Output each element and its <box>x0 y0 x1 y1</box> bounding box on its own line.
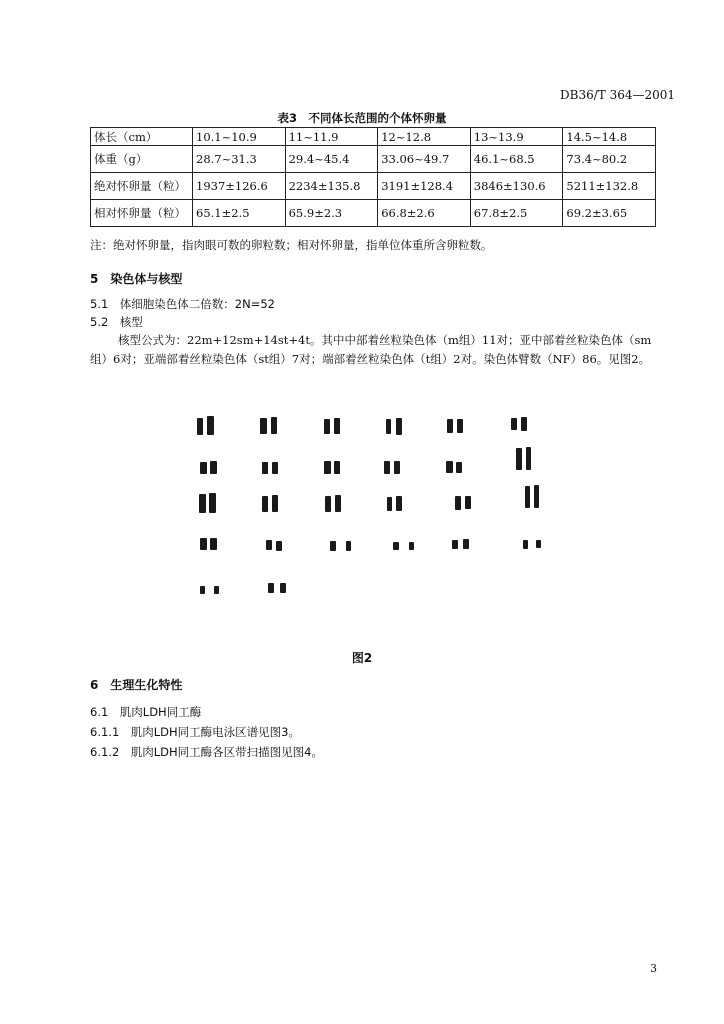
table-row <box>91 146 656 173</box>
table-cell: 46.1~68.5 <box>470 146 563 173</box>
chromosome-pair <box>393 542 414 550</box>
table-cell: 3846±130.6 <box>470 173 563 200</box>
table-caption: 表3 不同体长范围的个体怀卵量 <box>277 111 447 125</box>
table-cell: 65.9±2.3 <box>285 200 378 227</box>
table-cell: 69.2±3.65 <box>563 200 656 227</box>
table-cell: 5211±132.8 <box>563 173 656 200</box>
table-cell: 1937±126.6 <box>193 173 286 200</box>
chromosome-pair <box>262 462 278 474</box>
karyotype-figure <box>180 400 570 620</box>
table-cell: 73.4~80.2 <box>563 146 656 173</box>
chromosome-pair <box>200 586 219 594</box>
table-cell: 13~13.9 <box>470 128 563 146</box>
chromosome-pair <box>200 461 217 474</box>
table-cell: 33.06~49.7 <box>378 146 471 173</box>
document-id: DB36/T 364—2001 <box>560 88 676 102</box>
table-cell: 10.1~10.9 <box>193 128 286 146</box>
table-row-label: 体长（cm） <box>91 128 193 146</box>
table-cell: 11~11.9 <box>285 128 378 146</box>
table-cell: 14.5~14.8 <box>563 128 656 146</box>
table-cell: 3191±128.4 <box>378 173 471 200</box>
chromosome-pair <box>330 541 351 551</box>
chromosome-pair <box>268 583 286 593</box>
section-5-heading: 5 染色体与核型 <box>90 272 183 286</box>
chromosome-pair <box>325 495 341 512</box>
table-cell: 12~12.8 <box>378 128 471 146</box>
figure-caption: 图2 <box>351 651 373 665</box>
chromosome-pair <box>260 417 277 434</box>
chromosome-pair <box>452 539 469 549</box>
chromosome-pair <box>511 417 527 431</box>
chromosome-pair <box>387 496 402 511</box>
table-cell: 28.7~31.3 <box>193 146 286 173</box>
chromosome-pair <box>447 419 463 433</box>
table-cell: 29.4~45.4 <box>285 146 378 173</box>
table-cell: 67.8±2.5 <box>470 200 563 227</box>
table-row-label: 绝对怀卵量（粒） <box>91 173 193 200</box>
table-row <box>91 173 656 200</box>
chromosome-pair <box>455 496 471 510</box>
chromosome-pair <box>525 485 539 508</box>
chromosome-pair <box>324 461 340 474</box>
table-cell: 2234±135.8 <box>285 173 378 200</box>
chromosome-pair <box>384 461 400 474</box>
karyotype-paragraph: 核型公式为：22m+12sm+14st+4t。其中中部着丝粒染色体（m组）11对；亚中部着丝粒染色体（sm组）6对；亚端部着丝粒染色体（st组）7对；端部着丝粒染色体（t组）2对。染色体臂数（NF）86。见图2。 <box>90 333 652 366</box>
fecundity-table <box>90 127 656 227</box>
chromosome-pair <box>197 416 214 435</box>
chromosome-pair <box>386 418 402 435</box>
chromosome-pair <box>200 538 217 550</box>
section-6-1-2-text: 6.1.2 肌肉LDH同工酶各区带扫描图见图4。 <box>90 745 323 759</box>
table-note: 注：绝对怀卵量，指肉眼可数的卵粒数；相对怀卵量，指单位体重所含卵粒数。 <box>90 238 493 252</box>
table-cell: 66.8±2.6 <box>378 200 471 227</box>
section-6-1-1-text: 6.1.1 肌肉LDH同工酶电泳区谱见图3。 <box>90 725 300 739</box>
chromosome-pair <box>324 418 340 434</box>
chromosome-pair <box>523 540 541 549</box>
section-6-1-heading: 6.1 肌肉LDH同工酶 <box>90 705 202 719</box>
section-5-2-heading: 5.2 核型 <box>90 315 143 329</box>
table-cell: 65.1±2.5 <box>193 200 286 227</box>
section-5-1-heading: 5.1 体细胞染色体二倍数：2N=52 <box>90 297 275 311</box>
table-row <box>91 200 656 227</box>
chromosome-pair <box>199 493 216 513</box>
page-number: 3 <box>650 962 657 975</box>
chromosome-pair <box>262 495 278 512</box>
chromosome-pair <box>446 461 462 473</box>
table-row <box>91 128 656 146</box>
table-row-label: 相对怀卵量（粒） <box>91 200 193 227</box>
table-row-label: 体重（g） <box>91 146 193 173</box>
chromosome-pair <box>516 447 531 470</box>
chromosome-pair <box>266 540 282 551</box>
section-6-heading: 6 生理生化特性 <box>90 678 183 692</box>
